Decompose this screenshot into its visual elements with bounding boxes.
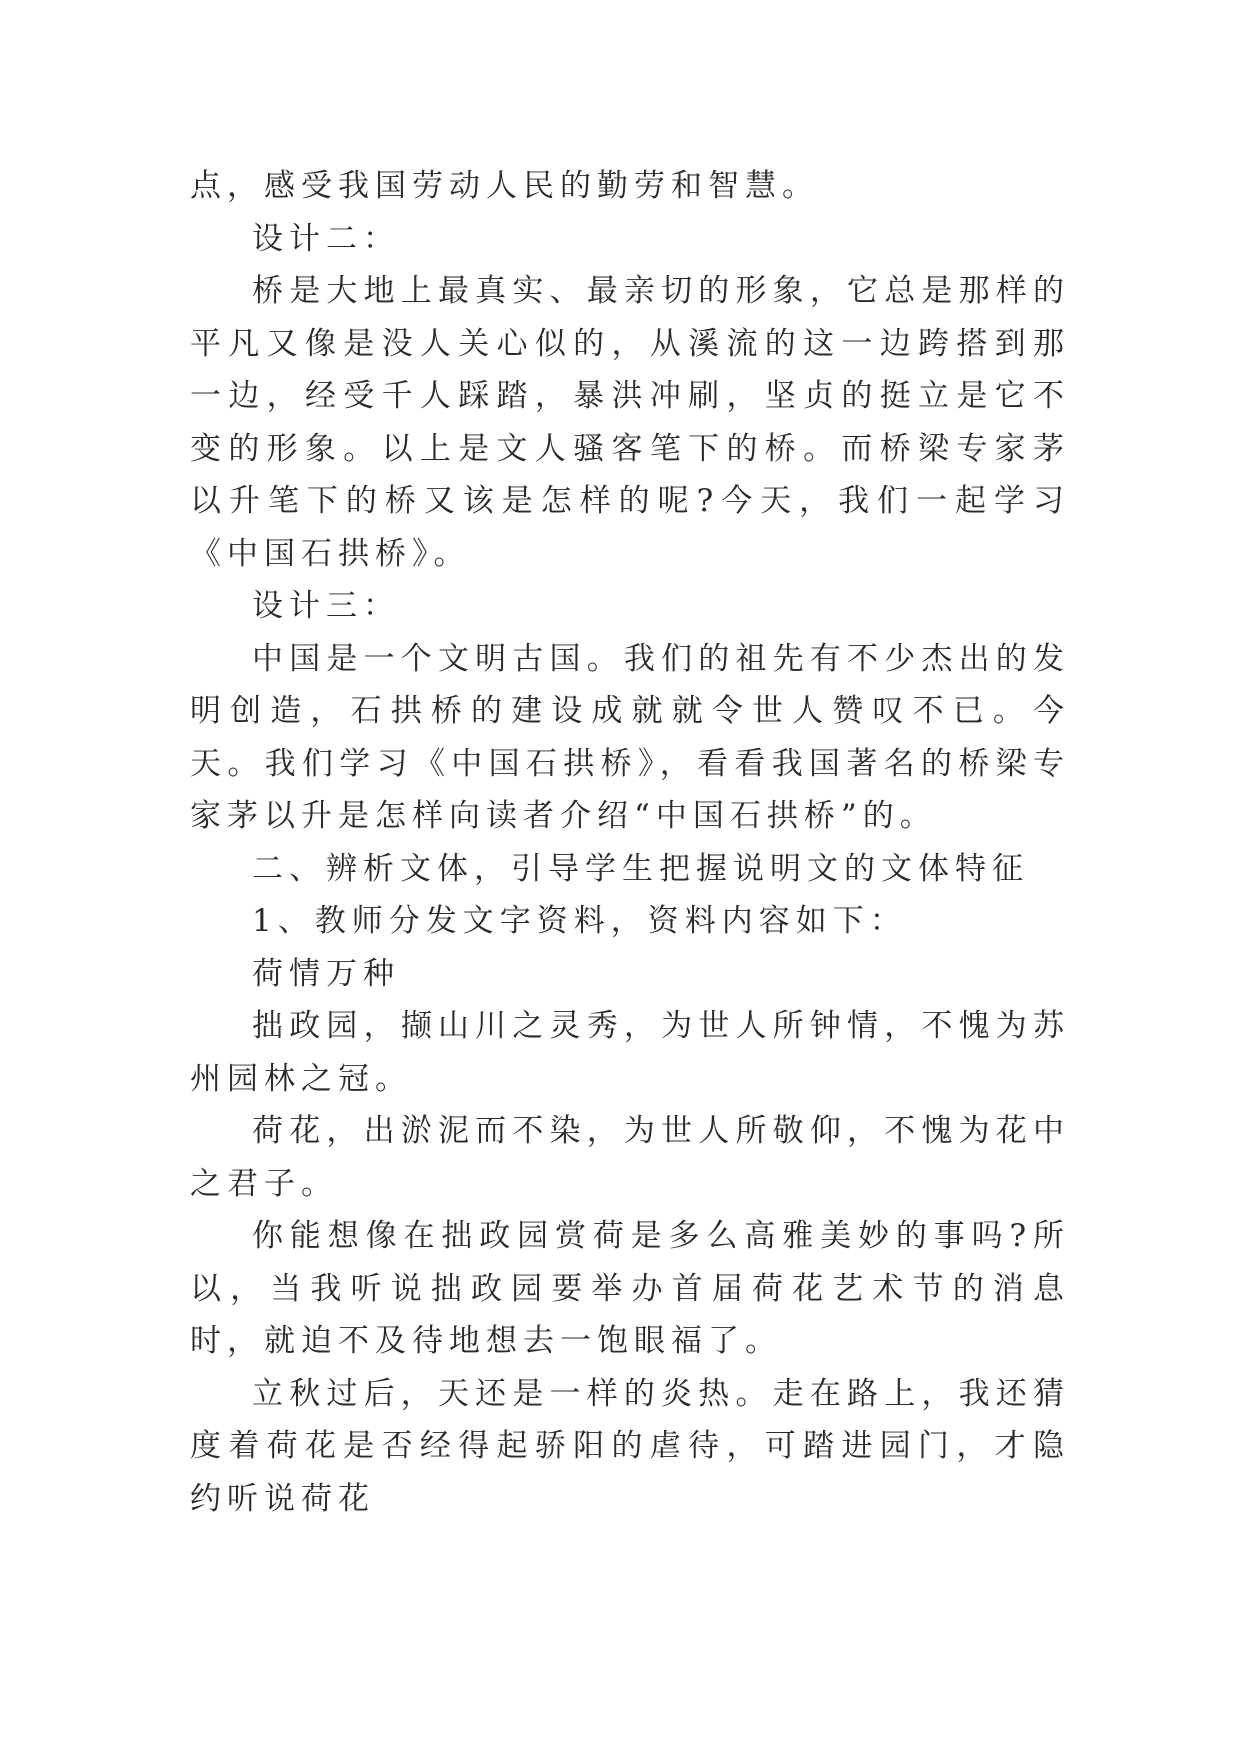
- paragraph-imagine: 你能想像在拙政园赏荷是多么高雅美妙的事吗?所以，当我听说拙政园要举办首届荷花艺术节的消息时，就迫不及待地想去一饱眼福了。: [190, 1218, 1070, 1359]
- paragraph-bridge-image: 桥是大地上最真实、最亲切的形象，它总是那样的平凡又像是没人关心似的，从溪流的这一边跨搭到那一边，经受千人踩踏，暴洪冲刷，坚贞的挺立是它不变的形象。以上是文人骚客笔下的桥。而桥梁专家茅以升笔下的桥又该是怎样的呢?今天，我们一起学习《中国石拱桥》。: [190, 273, 1070, 572]
- heading-design-two: 设计二：: [252, 220, 400, 257]
- section-heading-genre: 二、辨析文体，引导学生把握说明文的文体特征: [252, 850, 1029, 887]
- paragraph-autumn: 立秋过后，天还是一样的炎热。走在路上，我还猜度着荷花是否经得起骄阳的虐待，可踏进园门，才隐约听说荷花: [190, 1375, 1070, 1517]
- material-title: 荷情万种: [252, 955, 400, 992]
- paragraph-garden: 拙政园，撷山川之灵秀，为世人所钟情，不愧为苏州园林之冠。: [190, 1008, 1070, 1097]
- list-item-materials: 1、教师分发文字资料，资料内容如下：: [252, 903, 907, 939]
- paragraph-lotus: 荷花，出淤泥而不染，为世人所敬仰，不愧为花中之君子。: [190, 1113, 1070, 1202]
- paragraph-continuation: 点，感受我国劳动人民的勤劳和智慧。: [190, 168, 819, 204]
- paragraph-ancient-china: 中国是一个文明古国。我们的祖先有不少杰出的发明创造，石拱桥的建设成就就令世人赞叹不已。今天。我们学习《中国石拱桥》，看看我国著名的桥梁专家茅以升是怎样向读者介绍“中国石拱桥”的。: [190, 640, 1070, 834]
- heading-design-three: 设计三：: [252, 588, 400, 624]
- document-body: [190, 160, 1070, 1525]
